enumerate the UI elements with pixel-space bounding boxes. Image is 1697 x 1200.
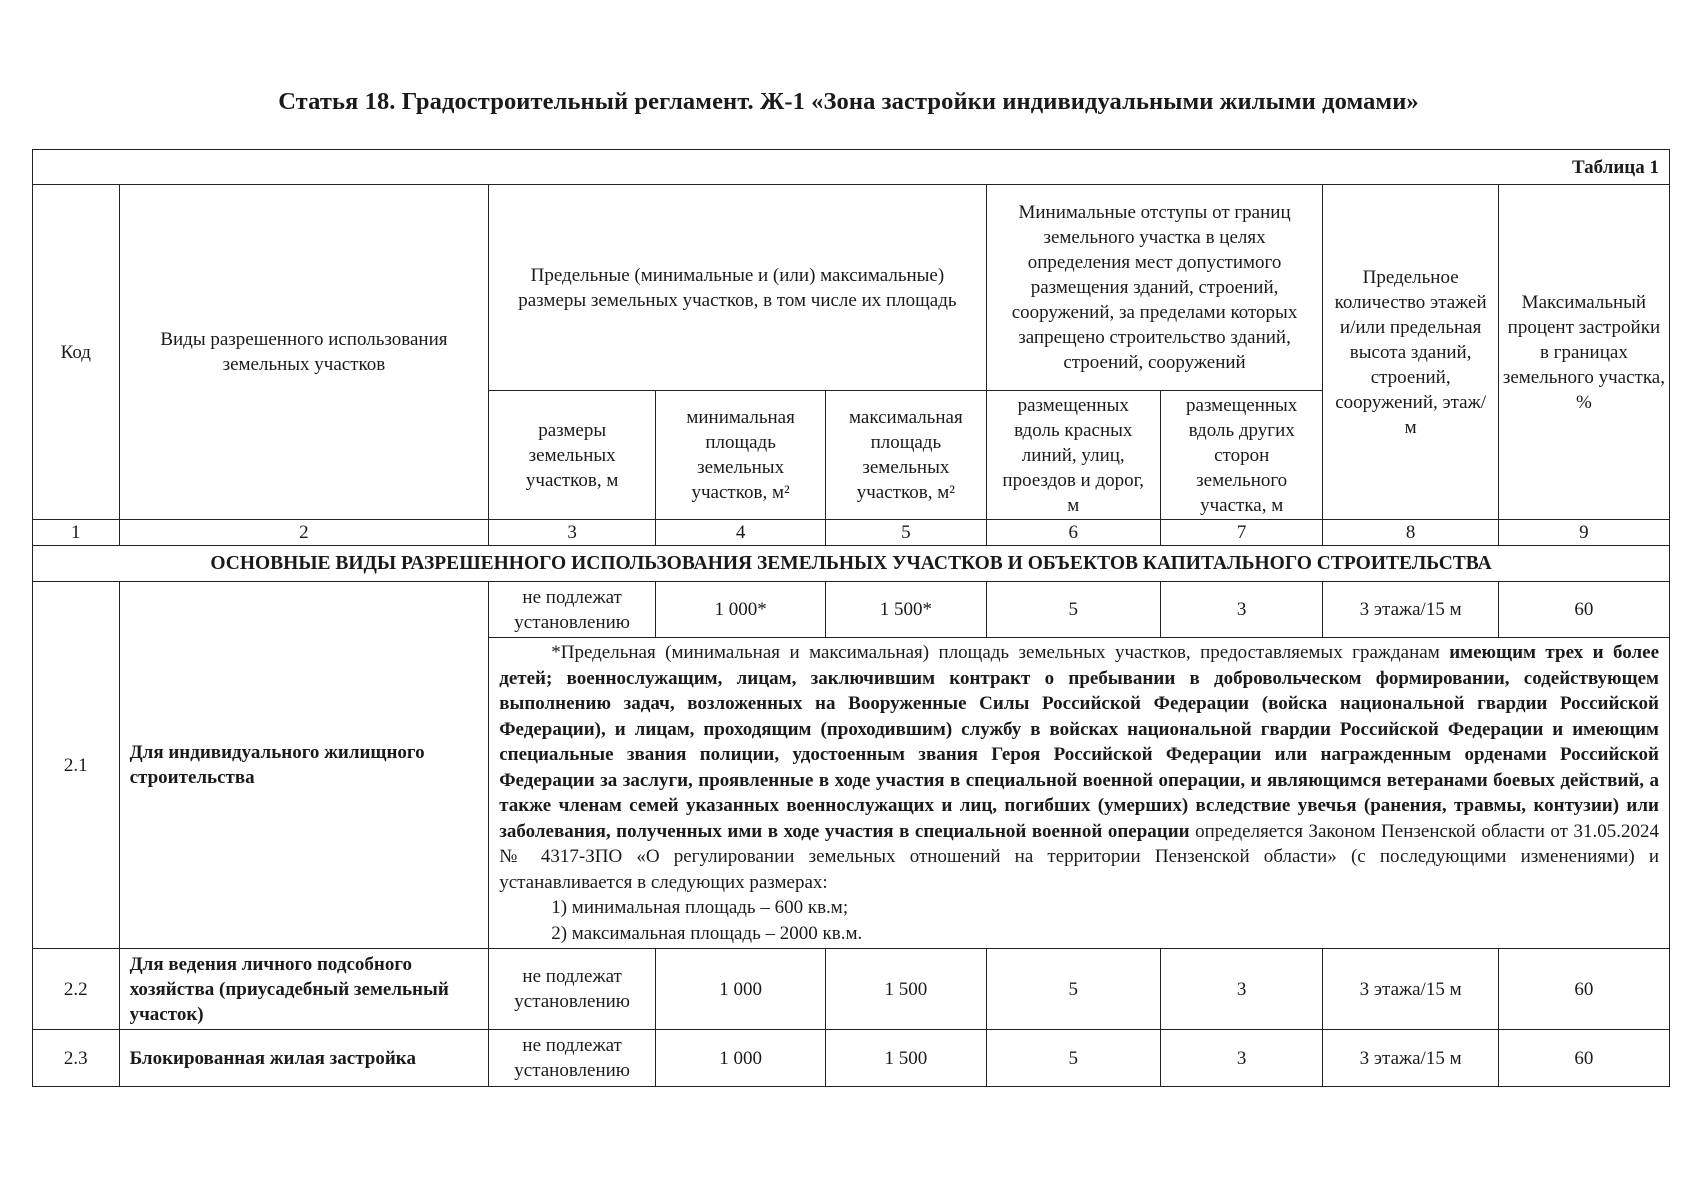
header-min-area: минимальная площадь земельных участков, м² (656, 391, 826, 520)
row-use-name: Для ведения личного подсобного хозяйства (приусадебный земельный участок) (119, 949, 489, 1030)
row-setback-red: 5 (986, 949, 1160, 1030)
note-text-law: определяется Законом Пензенской области от 31.05.2024 № 4317-ЗПО «О регулировании земельных отношений на территории Пензенской области» (с последующими изменениями) и устанавливается в следующих размерах: (499, 820, 1659, 893)
row-min-area: 1 000* (656, 582, 826, 638)
row-code: 2.3 (33, 1030, 120, 1087)
note-paragraph (499, 640, 1659, 895)
header-setback-other-sides: размещенных вдоль других сторон земельного участка, м (1160, 391, 1323, 520)
row-coverage: 60 (1498, 949, 1669, 1030)
header-setback-red-lines: размещенных вдоль красных линий, улиц, проездов и дорог, м (986, 391, 1160, 520)
row-use-name: Для индивидуального жилищного строительства (119, 582, 489, 949)
column-number: 7 (1160, 520, 1323, 546)
header-max-coverage: Максимальный процент застройки в границах земельного участка, % (1498, 185, 1669, 520)
row-plot-sizes: не подлежат установлению (489, 582, 656, 638)
header-setbacks-group: Минимальные отступы от границ земельного участка в целях определения мест допустимого размещения зданий, строений, сооружений, за пределами которых запрещено строительство зданий, строений, сооружений (986, 185, 1323, 391)
column-number: 6 (986, 520, 1160, 546)
row-use-name: Блокированная жилая застройка (119, 1030, 489, 1087)
row-setback-red: 5 (986, 1030, 1160, 1087)
table-row (33, 1030, 1670, 1087)
row-min-area: 1 000 (656, 1030, 826, 1087)
note-text: *Предельная (минимальная и максимальная) площадь земельных участков, предоставляемых гражданам (551, 642, 1440, 663)
column-number: 1 (33, 520, 120, 546)
column-number-row (33, 520, 1670, 546)
row-coverage: 60 (1498, 1030, 1669, 1087)
row-max-area: 1 500 (826, 1030, 987, 1087)
column-number: 8 (1323, 520, 1498, 546)
regulation-table (32, 149, 1670, 1087)
row-floors: 3 этажа/15 м (1323, 949, 1498, 1030)
column-number: 3 (489, 520, 656, 546)
page-title: Статья 18. Градостроительный регламент. Ж-1 «Зона застройки индивидуальными жилыми домами» (278, 88, 1419, 115)
row-plot-sizes: не подлежат установлению (489, 949, 656, 1030)
row-setback-other: 3 (1160, 949, 1323, 1030)
column-number: 9 (1498, 520, 1669, 546)
row-setback-red: 5 (986, 582, 1160, 638)
section-title: ОСНОВНЫЕ ВИДЫ РАЗРЕШЕННОГО ИСПОЛЬЗОВАНИЯ ЗЕМЕЛЬНЫХ УЧАСТКОВ И ОБЪЕКТОВ КАПИТАЛЬНОГО СТРОИТЕЛЬСТВА (33, 546, 1670, 582)
note-list-item: 1) минимальная площадь – 600 кв.м; (551, 897, 849, 918)
header-plot-sizes-group: Предельные (минимальные и (или) максимальные) размеры земельных участков, в том числе их площадь (489, 185, 986, 391)
header-code: Код (33, 185, 120, 520)
column-number: 4 (656, 520, 826, 546)
row-min-area: 1 000 (656, 949, 826, 1030)
column-number: 2 (119, 520, 489, 546)
table-row (33, 949, 1670, 1030)
header-max-floors: Предельное количество этажей и/или предельная высота зданий, строений, сооружений, этаж/м (1323, 185, 1498, 520)
column-number: 5 (826, 520, 987, 546)
table-caption: Таблица 1 (33, 150, 1670, 185)
header-row (33, 185, 1670, 391)
header-max-area: максимальная площадь земельных участков, м² (826, 391, 987, 520)
row-setback-other: 3 (1160, 1030, 1323, 1087)
row-floors: 3 этажа/15 м (1323, 1030, 1498, 1087)
row-max-area: 1 500* (826, 582, 987, 638)
row-note (489, 638, 1670, 949)
note-bold-text: имеющим трех и более детей; военнослужащим, лицам, заключившим контракт о пребывании в добровольческом формировании, содействующем выполнению задач, возложенных на Вооруженные Силы Российской Федерации (войска национальной гвардии Российской Федерации), и лицам, проходящим (проходившим) службу в войсках национальной гвардии Российской Федерации и имеющим специальные звания полиции, удостоенным звания Героя Российской Федерации или награжденным орденами Российской Федерации за заслуги, проявленные в ходе участия в специальной военной операции, и являющимся ветеранами боевых действий, а также членам семей указанных военнослужащих и лиц, погибших (умерших) вследствие увечья (ранения, травмы, контузии) или заболевания, полученных ими в ходе участия в специальной военной операции (499, 642, 1660, 842)
row-setback-other: 3 (1160, 582, 1323, 638)
section-row (33, 546, 1670, 582)
header-use-types: Виды разрешенного использования земельных участков (119, 185, 489, 520)
row-max-area: 1 500 (826, 949, 987, 1030)
table-row (33, 582, 1670, 638)
caption-row (33, 150, 1670, 185)
row-coverage: 60 (1498, 582, 1669, 638)
row-code: 2.1 (33, 582, 120, 949)
note-list-item: 2) максимальная площадь – 2000 кв.м. (551, 922, 863, 944)
row-plot-sizes: не подлежат установлению (489, 1030, 656, 1087)
row-floors: 3 этажа/15 м (1323, 582, 1498, 638)
header-plot-sizes: размеры земельных участков, м (489, 391, 656, 520)
row-code: 2.2 (33, 949, 120, 1030)
